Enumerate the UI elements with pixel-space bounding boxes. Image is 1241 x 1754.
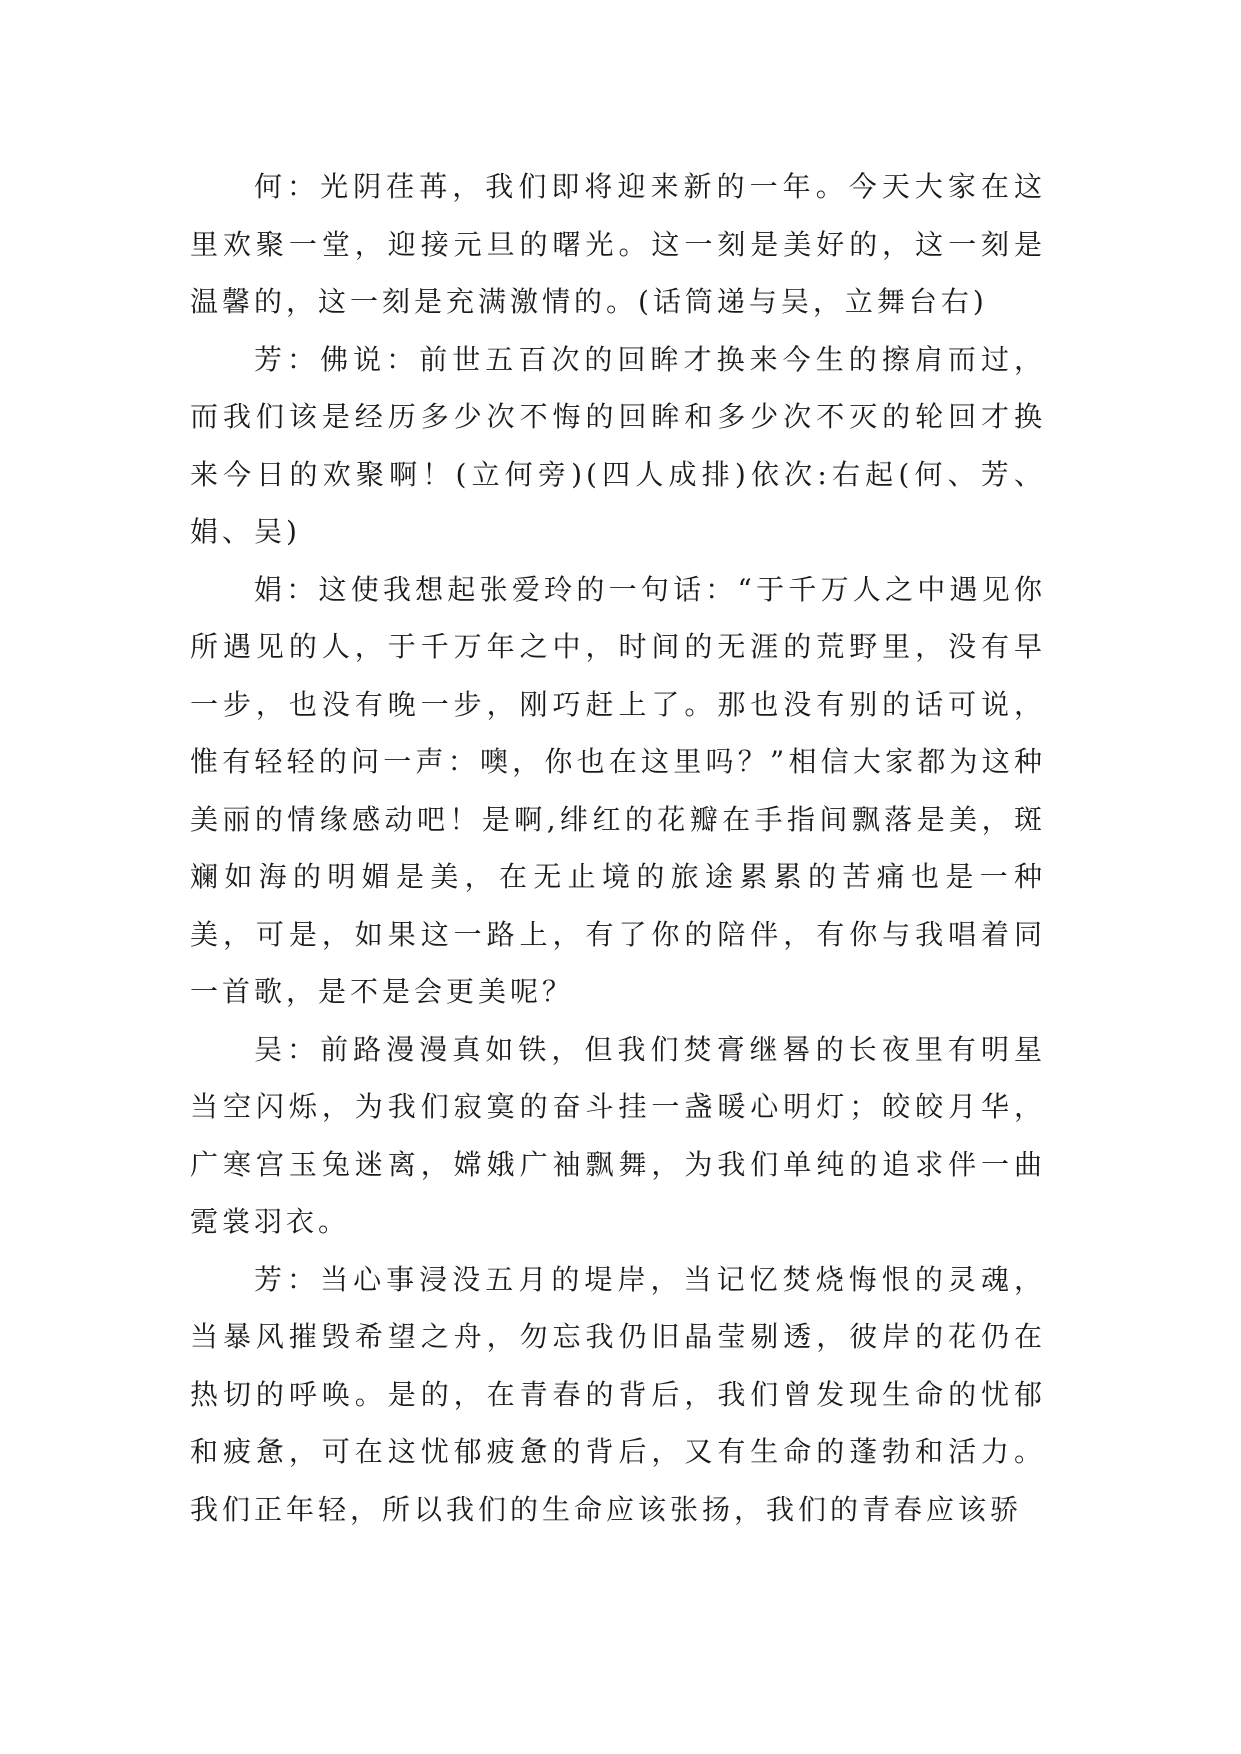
paragraph-fang-buddha: 芳：佛说：前世五百次的回眸才换来今生的擦肩而过，而我们该是经历多少次不悔的回眸和多少次不灭的轮回才换来今日的欢聚啊！(立何旁)(四人成排)依次:右起(何、芳、娟、吴) (190, 342, 1046, 548)
document-body (190, 158, 1046, 1538)
paragraph-he-opening: 何：光阴荏苒，我们即将迎来新的一年。今天大家在这里欢聚一堂，迎接元旦的曙光。这一刻是美好的，这一刻是温馨的，这一刻是充满激情的。(话筒递与吴，立舞台右) (190, 170, 1046, 318)
paragraph-wu-road-ahead: 吴：前路漫漫真如铁，但我们焚膏继晷的长夜里有明星当空闪烁，为我们寂寞的奋斗挂一盏暖心明灯；皎皎月华，广寒宫玉兔迷离，嫦娥广袖飘舞，为我们单纯的追求伴一曲霓裳羽衣。 (190, 1032, 1046, 1238)
paragraph-fang-youth: 芳：当心事浸没五月的堤岸，当记忆焚烧悔恨的灵魂，当暴风摧毁希望之舟，勿忘我仍旧晶莹剔透，彼岸的花仍在热切的呼唤。是的，在青春的背后，我们曾发现生命的忧郁和疲惫，可在这忧郁疲惫的背后，又有生命的蓬勃和活力。我们正年轻，所以我们的生命应该张扬，我们的青春应该骄 (190, 1262, 1046, 1526)
paragraph-juan-zhang-ailing: 娟：这使我想起张爱玲的一句话：“于千万人之中遇见你所遇见的人，于千万年之中，时间的无涯的荒野里，没有早一步，也没有晚一步，刚巧赶上了。那也没有别的话可说，惟有轻轻的问一声：噢，你也在这里吗？”相信大家都为这种美丽的情缘感动吧！是啊,绯红的花瓣在手指间飘落是美，斑斓如海的明媚是美，在无止境的旅途累累的苦痛也是一种美，可是，如果这一路上，有了你的陪伴，有你与我唱着同一首歌，是不是会更美呢？ (190, 572, 1046, 1008)
